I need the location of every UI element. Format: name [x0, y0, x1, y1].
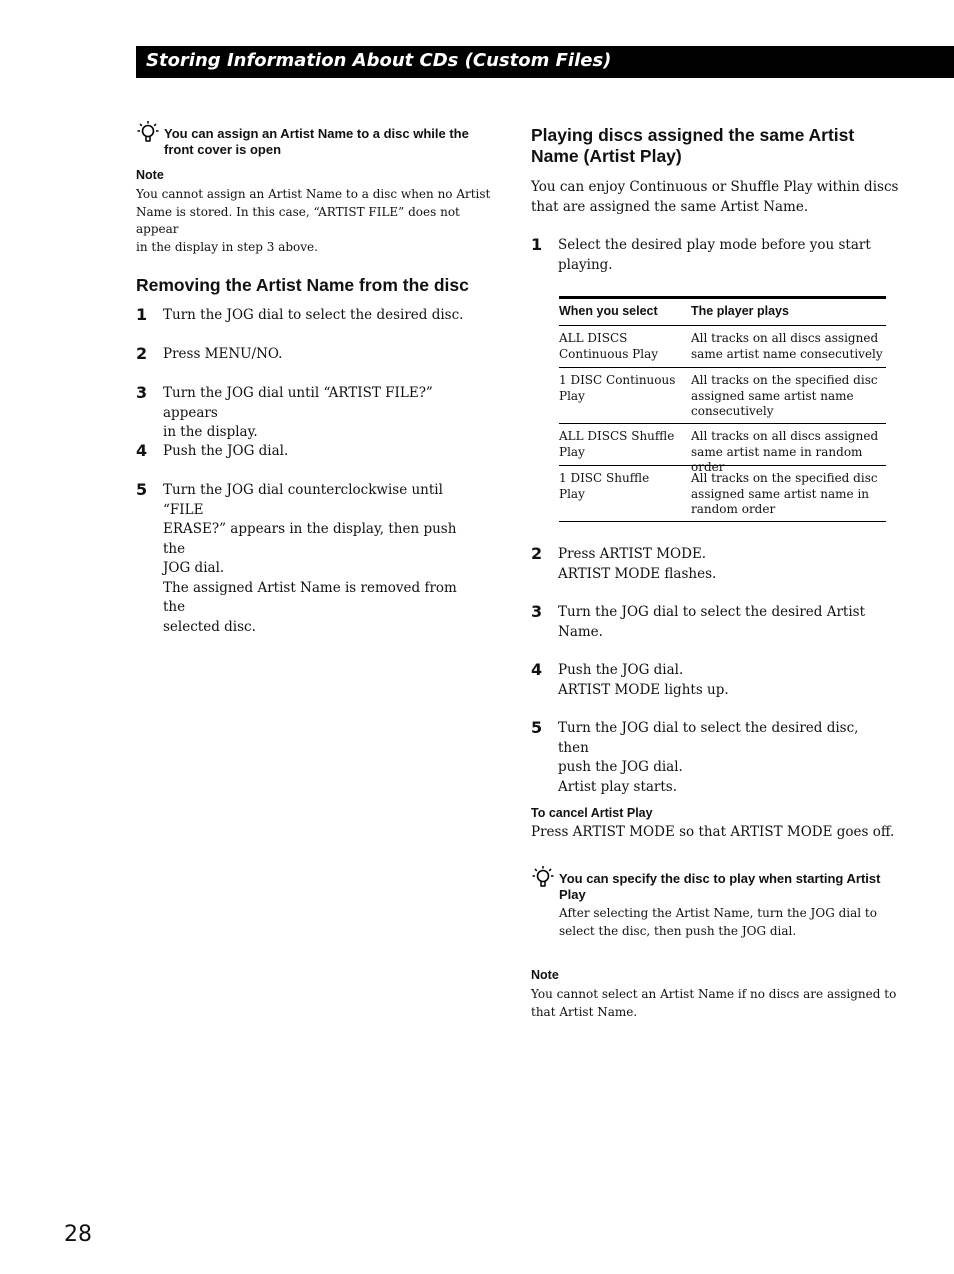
table-header-row	[559, 299, 886, 325]
step-text	[163, 384, 481, 443]
step-line: Name.	[558, 623, 603, 640]
step-number: 4	[531, 660, 543, 679]
step-text	[558, 545, 876, 584]
step-number: 1	[531, 235, 543, 254]
intro-line: You can enjoy Continuous or Shuffle Play within discs	[531, 179, 899, 195]
cell-line: assigned same artist name in	[691, 486, 870, 501]
step-text	[163, 481, 481, 637]
step-line: playing.	[558, 256, 613, 273]
title-line: Playing discs assigned the same Artist	[531, 125, 855, 145]
step-line: Turn the JOG dial to select the desired disc, then	[558, 720, 859, 756]
table-cell-plays	[691, 373, 887, 420]
step-line: Push the JOG dial.	[163, 443, 289, 459]
table-header-cell: The player plays	[691, 304, 789, 318]
step-text	[163, 442, 481, 462]
note-line: that Artist Name.	[531, 1004, 638, 1019]
right-tip-title	[559, 871, 899, 903]
cell-line: ALL DISCS	[559, 331, 628, 345]
right-section-title	[531, 125, 901, 167]
table-cell-select	[559, 429, 681, 460]
step-line: selected disc.	[163, 618, 256, 635]
cell-line: same artist name in random order	[691, 444, 863, 474]
page-header-bar	[136, 46, 954, 78]
left-tip-title-line: front cover is open	[164, 142, 282, 157]
cell-line: same artist name consecutively	[691, 346, 883, 361]
intro-line: that are assigned the same Artist Name.	[531, 198, 809, 215]
step-line: Select the desired play mode before you start	[558, 237, 871, 253]
cell-line: 1 DISC Continuous	[559, 373, 676, 387]
cell-line: Play	[559, 486, 585, 501]
table-cell-plays	[691, 471, 887, 518]
step-number: 5	[136, 480, 148, 499]
step-line: ARTIST MODE flashes.	[558, 565, 717, 582]
step-line: Turn the JOG dial to select the desired disc.	[163, 307, 464, 323]
page-number: 28	[64, 1222, 92, 1247]
step-line: in the display.	[163, 424, 258, 440]
cell-line: Continuous Play	[559, 346, 659, 361]
step-line: The assigned Artist Name is removed from the	[163, 579, 457, 615]
step-line: Turn the JOG dial until “ARTIST FILE?” appears	[163, 385, 433, 421]
note-line: You cannot select an Artist Name if no discs are assigned to	[531, 987, 897, 1001]
step-text	[558, 719, 876, 797]
step-line: push the JOG dial.	[558, 759, 683, 775]
table-row	[559, 465, 886, 521]
note-line: in the display in step 3 above.	[136, 239, 318, 254]
table-cell-plays	[691, 331, 887, 362]
step-line: Press MENU/NO.	[163, 346, 283, 362]
step-text	[558, 603, 876, 642]
table-cell-select	[559, 373, 681, 404]
tip-line: After selecting the Artist Name, turn the JOG dial to	[559, 906, 877, 920]
table-row	[559, 423, 886, 474]
right-note-text	[531, 986, 911, 1021]
cell-line: All tracks on the specified disc	[691, 471, 878, 485]
step-line: Artist play starts.	[558, 778, 678, 795]
step-number: 3	[531, 602, 543, 621]
tip-line: select the disc, then push the JOG dial.	[559, 923, 797, 938]
step-text	[558, 661, 876, 700]
step-number: 3	[136, 383, 148, 402]
note-line: You cannot assign an Artist Name to a disc when no Artist	[136, 187, 491, 201]
right-note-label: Note	[531, 968, 559, 982]
step-line: ERASE?” appears in the display, then push the	[163, 521, 457, 557]
left-note-text	[136, 186, 496, 256]
step-number: 5	[531, 718, 543, 737]
step-number: 2	[531, 544, 543, 563]
cell-line: All tracks on the specified disc	[691, 373, 878, 387]
left-tip-title	[164, 126, 494, 158]
step-line: Press ARTIST MODE.	[558, 546, 707, 562]
cell-line: assigned same artist name	[691, 388, 854, 403]
right-intro	[531, 178, 911, 217]
table-cell-select	[559, 471, 681, 502]
play-mode-table	[559, 296, 886, 522]
step-number: 1	[136, 305, 148, 324]
title-line: Name (Artist Play)	[531, 146, 682, 166]
cell-line: All tracks on all discs assigned	[691, 429, 879, 443]
cell-line: ALL DISCS Shuffle	[559, 429, 675, 443]
step-line: ARTIST MODE lights up.	[558, 681, 729, 698]
lightbulb-icon	[532, 865, 554, 889]
cell-line: Play	[559, 444, 585, 459]
step-number: 2	[136, 344, 148, 363]
table-row	[559, 367, 886, 423]
left-tip-title-line: You can assign an Artist Name to a disc while the	[164, 126, 469, 141]
table-row	[559, 325, 886, 367]
step-text	[558, 236, 876, 275]
cell-line: All tracks on all discs assigned	[691, 331, 879, 345]
page-header-title: Storing Information About CDs (Custom Files)	[146, 50, 612, 71]
cancel-title: To cancel Artist Play	[531, 806, 653, 820]
lightbulb-icon	[137, 120, 159, 144]
cell-line: consecutively	[691, 404, 774, 418]
step-line: Turn the JOG dial counterclockwise until “FILE	[163, 482, 443, 518]
tip-title-line: You can specify the disc to play when starting Artist	[559, 871, 881, 886]
step-line: JOG dial.	[163, 560, 225, 576]
step-number: 4	[136, 441, 148, 460]
tip-title-line: Play	[559, 887, 586, 902]
left-note-label: Note	[136, 168, 164, 182]
table-cell-select	[559, 331, 681, 362]
note-line: Name is stored. In this case, “ARTIST FILE” does not appear	[136, 204, 460, 236]
cell-line: 1 DISC Shuffle	[559, 471, 650, 485]
step-text	[163, 345, 481, 365]
cell-line: Play	[559, 388, 585, 403]
cell-line: random order	[691, 502, 776, 516]
step-line: Push the JOG dial.	[558, 662, 684, 678]
left-section-title: Removing the Artist Name from the disc	[136, 275, 469, 295]
cancel-text: Press ARTIST MODE so that ARTIST MODE goes off.	[531, 824, 895, 840]
step-line: Turn the JOG dial to select the desired Artist	[558, 604, 866, 620]
right-tip-text	[559, 905, 899, 940]
table-header-cell: When you select	[559, 304, 658, 318]
step-text	[163, 306, 481, 326]
